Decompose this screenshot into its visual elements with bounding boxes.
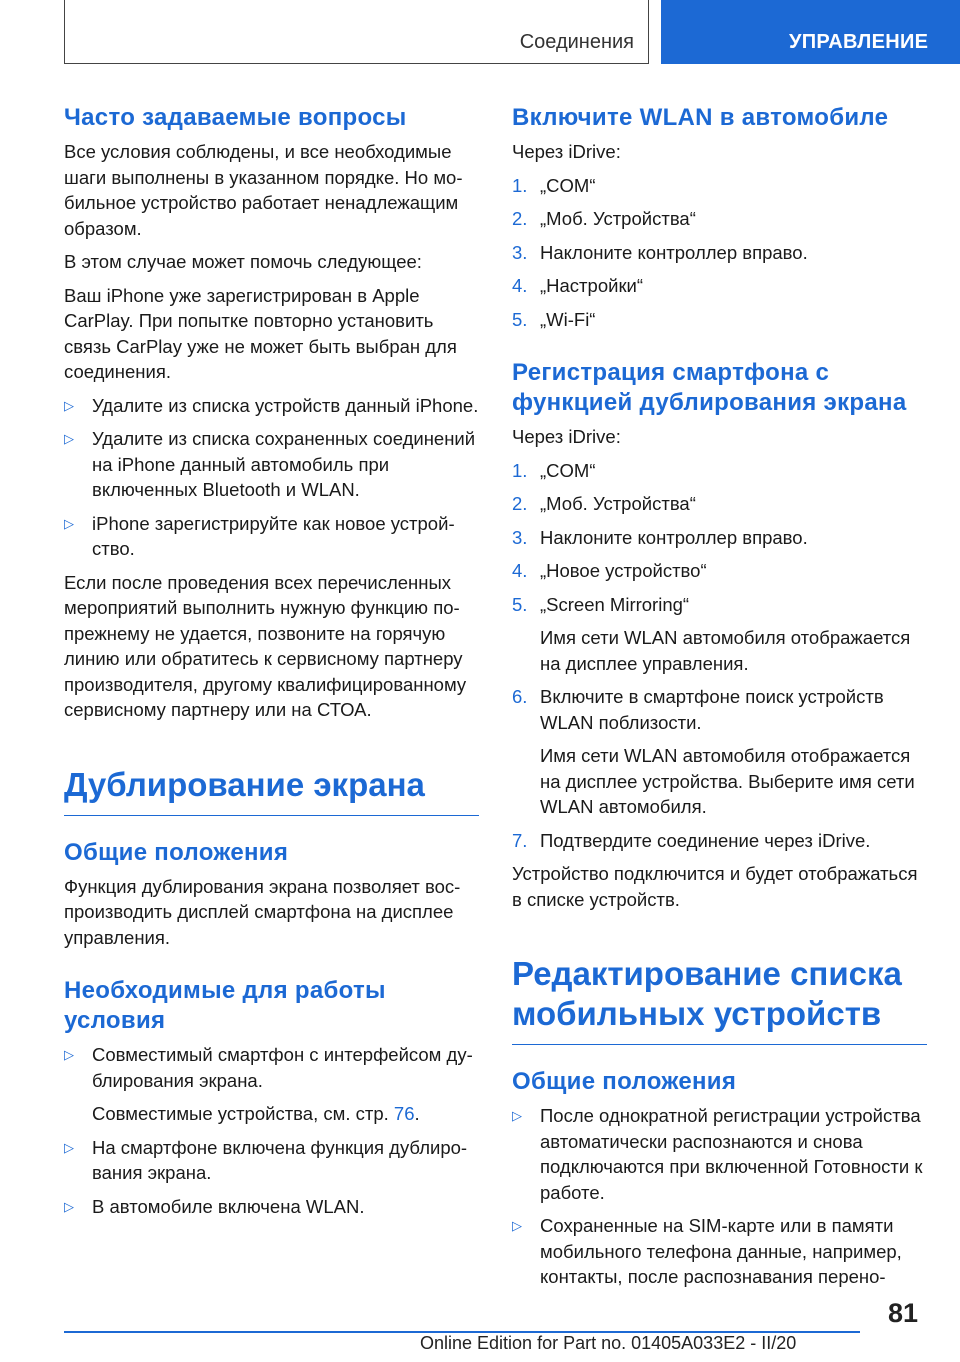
requirements-subnote-end: . — [414, 1103, 420, 1124]
step-number: 3. — [512, 241, 528, 263]
register-step-3 — [512, 525, 927, 551]
step-text: „Моб. Устройства“ — [540, 208, 696, 229]
footer-edition: Online Edition for Part no. 01405A033E2 - II/20 — [420, 1333, 797, 1353]
edit-general-heading: Общие положения — [512, 1068, 737, 1095]
register-heading: Регистрация смартфона с функцией дублирования экрана — [512, 359, 907, 416]
triangle-bullet-icon: ▷ — [512, 1218, 522, 1233]
header-section-label: Соединения — [519, 31, 634, 53]
wlan-via: Через iDrive: — [512, 141, 621, 162]
faq-bullet-text: Удалите из списка сохраненных соединений на iPhone данный автомобиль при включенных Bluetooth и WLAN. — [92, 428, 476, 500]
requirements-bullet-2 — [64, 1135, 479, 1186]
faq-paragraph-2: В этом случае может помочь следующее: — [64, 251, 422, 272]
step-text: „COM“ — [540, 174, 596, 196]
mirroring-general-text: Функция дублирования экрана позволяет воспроизводить дисплей смартфона на дисплее управления. — [64, 875, 461, 948]
edit-list-heading: Редактирование списка мобильных устройств — [512, 954, 927, 1045]
step-text: „COM“ — [540, 459, 596, 481]
edit-bullet-text: После однократной регистрации устройства автоматически распознаются и снова подключаются при включенной Готовности к работе. — [540, 1105, 923, 1203]
step-number: 7. — [512, 829, 528, 851]
triangle-bullet-icon: ▷ — [512, 1108, 522, 1123]
faq-paragraph-1: Все условия соблюдены, и все необходимые шаги выполнены в указанном порядке. Но мобильное устройство работает ненадлежащим образом. — [64, 141, 463, 239]
edit-bullet-text: Сохраненные на SIM-карте или в памяти мобильного телефона данные, например, контакты, после распознавания перено- — [540, 1215, 902, 1287]
register-via: Через iDrive: — [512, 426, 621, 447]
step-text: „Моб. Устройства“ — [540, 493, 696, 514]
header-chapter-label: УПРАВЛЕНИЕ — [789, 31, 929, 53]
faq-paragraph-3: Ваш iPhone уже зарегистрирован в Apple CarPlay. При попытке повторно установить связь CarPlay уже не может быть выбран для соединения. — [64, 284, 457, 382]
step-text: Наклоните контроллер вправо. — [540, 526, 808, 548]
step-text: „Настройки“ — [540, 275, 644, 296]
requirements-heading: Необходимые для работы условия — [64, 977, 386, 1034]
register-note-5: Имя сети WLAN автомобиля отображается на дисплее управления. — [540, 627, 911, 674]
requirements-bullet-text: Совместимый смартфон с интерфейсом дублирования экрана. — [92, 1044, 473, 1091]
requirements-subnote-text: Совместимые устройства, см. стр. — [92, 1103, 394, 1124]
requirements-bullet-1 — [64, 1042, 479, 1093]
wlan-step-3 — [512, 240, 927, 266]
faq-heading: Часто задаваемые вопросы — [64, 104, 407, 131]
step-number: 4. — [512, 275, 528, 296]
step-number: 5. — [512, 593, 528, 615]
wlan-step-5 — [512, 307, 927, 333]
page-reference-link[interactable]: 76 — [393, 1103, 415, 1124]
register-step-2 — [512, 491, 927, 517]
step-text: „Новое устройство“ — [540, 560, 707, 581]
step-number: 4. — [512, 560, 528, 581]
triangle-bullet-icon: ▷ — [64, 1047, 74, 1062]
faq-bullet-1 — [64, 393, 479, 419]
register-step-1 — [512, 458, 927, 484]
faq-bullet-text: Удалите из списка устройств данный iPhone. — [92, 394, 479, 416]
step-text: „Wi-Fi“ — [540, 308, 596, 330]
requirements-bullet-text: В автомобиле включена WLAN. — [92, 1195, 365, 1217]
step-number: 1. — [512, 459, 528, 481]
triangle-bullet-icon: ▷ — [64, 431, 74, 446]
step-text: Включите в смартфоне поиск устройств WLAN поблизости. — [540, 686, 884, 733]
step-text: Наклоните контроллер вправо. — [540, 241, 808, 263]
mirroring-heading: Дублирование экрана — [64, 765, 479, 816]
faq-paragraph-4: Если после проведения всех перечисленных мероприятий выполнить нужную функцию попрежнему не удается, позвоните на горячую линию или обратитесь к сервисному партнеру производителя, другому квалифицированному сервисному партнеру или на СТОА. — [64, 571, 467, 720]
step-number: 2. — [512, 493, 528, 514]
edit-bullet-1 — [512, 1103, 927, 1205]
triangle-bullet-icon: ▷ — [64, 1139, 74, 1155]
right-column — [512, 103, 927, 1298]
faq-bullet-3 — [64, 511, 479, 562]
step-number: 2. — [512, 208, 528, 229]
requirements-subnote — [64, 1101, 479, 1127]
step-number: 1. — [512, 174, 528, 196]
step-number: 6. — [512, 686, 528, 707]
faq-bullet-text: iPhone зарегистрируйте как новое устройство. — [92, 512, 455, 559]
wlan-step-2 — [512, 206, 927, 232]
faq-bullet-2 — [64, 426, 479, 503]
wlan-heading: Включите WLAN в автомобиле — [512, 104, 889, 131]
mirroring-general-heading: Общие положения — [64, 838, 289, 866]
wlan-step-4 — [512, 273, 927, 299]
register-step-5 — [512, 592, 927, 618]
register-step-4 — [512, 558, 927, 584]
header-section-tab — [64, 0, 649, 64]
register-result: Устройство подключится и будет отображаться в списке устройств. — [512, 863, 918, 910]
wlan-step-1 — [512, 173, 927, 199]
triangle-bullet-icon: ▷ — [64, 1198, 74, 1214]
register-note-6: Имя сети WLAN автомобиля отображается на дисплее устройства. Выберите имя сети WLAN автомобиля. — [540, 745, 915, 817]
step-number: 5. — [512, 308, 528, 330]
header-chapter-tab — [661, 0, 960, 64]
register-step-7 — [512, 828, 927, 854]
triangle-bullet-icon: ▷ — [64, 515, 74, 531]
register-step-6 — [512, 684, 927, 735]
page-number: 81 — [888, 1298, 919, 1328]
requirements-bullet-text: На смартфоне включена функция дублирования экрана. — [92, 1136, 468, 1183]
step-number: 3. — [512, 526, 528, 548]
triangle-bullet-icon: ▷ — [64, 397, 74, 413]
left-column — [64, 103, 479, 1227]
requirements-bullet-3 — [64, 1194, 479, 1220]
step-text: „Screen Mirroring“ — [540, 593, 690, 615]
edit-bullet-2 — [512, 1213, 927, 1290]
step-text: Подтвердите соединение через iDrive. — [540, 829, 871, 851]
